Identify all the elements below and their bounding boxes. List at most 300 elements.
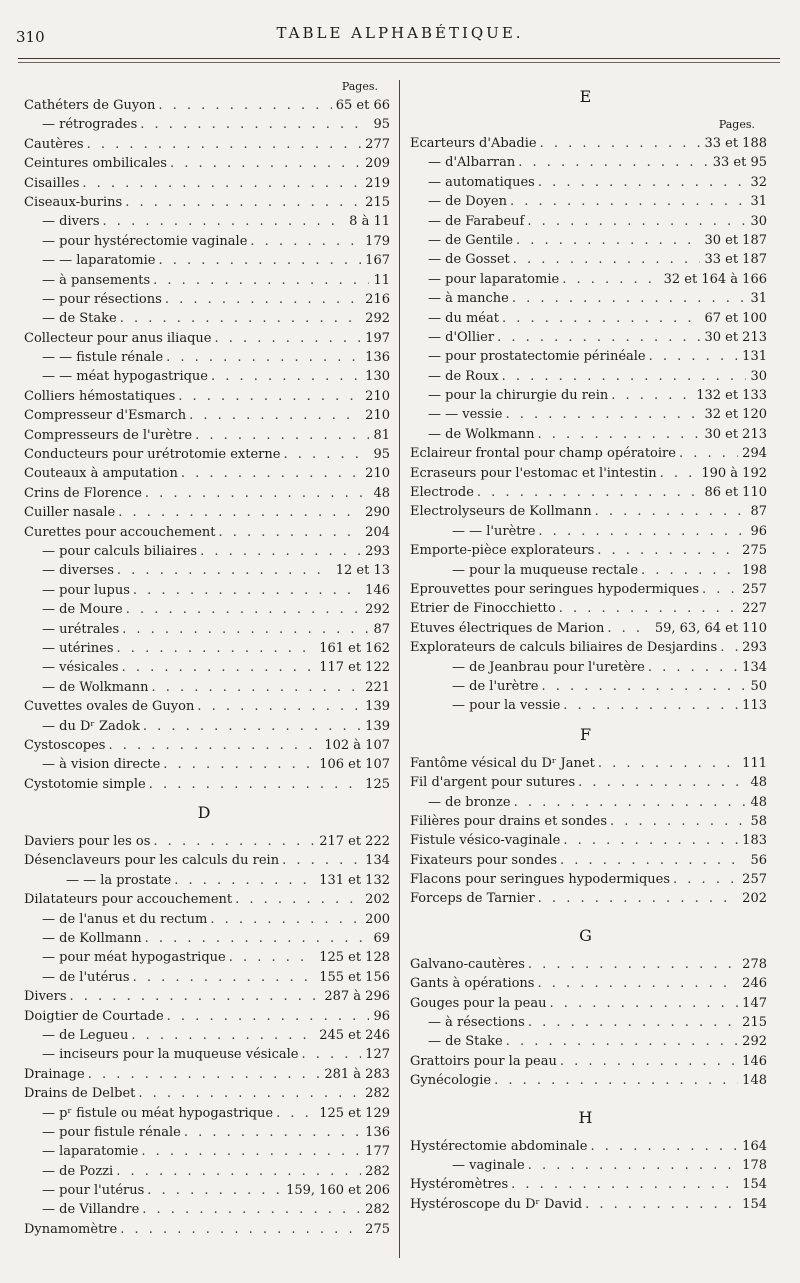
index-entry — [404, 347, 767, 366]
entry-pages: 197 — [365, 330, 390, 346]
entry-text: — pour la muqueuse rectale — [452, 562, 639, 578]
index-entry — [404, 994, 767, 1013]
index-entry — [18, 174, 390, 193]
entry-pages: 50 — [750, 678, 767, 694]
dot-leader — [607, 812, 746, 831]
entry-pages: 59, 63, 64 et 110 — [654, 620, 767, 636]
entry-pages: 48 — [373, 485, 390, 501]
entry-text: — à pansements — [42, 272, 151, 288]
entry-text: — rétrogrades — [42, 117, 138, 133]
pages-label: Pages. — [718, 118, 755, 131]
entry-pages: 215 — [742, 1015, 767, 1031]
index-entry — [18, 484, 390, 503]
dot-leader — [194, 697, 361, 716]
entry-text: Filières pour drains et sondes — [410, 813, 607, 829]
dot-leader — [534, 425, 700, 444]
entry-pages: 292 — [365, 602, 390, 618]
index-entry — [404, 619, 767, 638]
index-entry — [18, 1084, 390, 1103]
entry-pages: 33 et 188 — [704, 136, 767, 151]
entry-pages: 164 — [742, 1138, 767, 1154]
index-entry — [404, 425, 767, 444]
entry-text: Drainage — [24, 1066, 85, 1082]
entry-pages: 282 — [365, 1163, 390, 1179]
entry-pages: 134 — [365, 853, 390, 869]
dot-leader — [171, 871, 315, 890]
index-entry — [18, 1104, 390, 1123]
entry-text: — — fistule rénale — [42, 350, 164, 366]
dot-leader — [575, 773, 746, 792]
index-entry — [18, 445, 390, 464]
entry-text: Compresseurs de l'urètre — [24, 427, 193, 443]
entry-text: — de Kollmann — [42, 931, 142, 947]
entry-text: Désenclaveurs pour les calculs du rein — [24, 853, 280, 869]
dot-leader — [537, 134, 701, 153]
entry-text: Cystotomie simple — [24, 776, 146, 792]
entry-pages: 204 — [365, 524, 390, 540]
entry-pages: 292 — [742, 1034, 767, 1050]
entry-pages: 290 — [365, 505, 390, 521]
entry-text: — à résections — [428, 1015, 525, 1031]
index-entry — [404, 1195, 767, 1214]
dot-leader — [160, 755, 315, 774]
entry-pages: 125 — [365, 776, 390, 792]
entry-text: Fantôme vésical du Dʳ Janet — [410, 755, 595, 771]
entry-text: Gouges pour la peau — [410, 995, 547, 1011]
entry-pages: 31 — [750, 291, 767, 307]
index-entry — [18, 639, 390, 658]
index-entry — [404, 754, 767, 773]
entry-pages: 277 — [365, 136, 390, 152]
entry-text: Dynamomètre — [24, 1221, 118, 1237]
index-entry — [404, 405, 767, 424]
entry-text: Grattoirs pour la peau — [410, 1053, 557, 1069]
entry-text: Ecraseurs pour l'estomac et l'intestin — [410, 465, 657, 481]
dot-leader — [117, 309, 361, 328]
dot-leader — [175, 387, 361, 406]
entry-text: — de Moure — [42, 602, 123, 618]
index-entry — [404, 522, 767, 541]
entry-pages: 139 — [365, 699, 390, 715]
index-entry — [18, 464, 390, 483]
index-entry — [404, 812, 767, 831]
entry-text: — de l'utérus — [42, 969, 130, 985]
dot-leader — [511, 793, 747, 812]
entry-pages: 96 — [373, 1008, 390, 1024]
entry-text: Cisailles — [24, 175, 80, 191]
entry-text: Explorateurs de calculs biliaires de Desjardins — [410, 640, 718, 656]
index-entry — [404, 153, 767, 172]
index-entry — [404, 1032, 767, 1051]
entry-text: Conducteurs pour urétrotomie externe — [24, 447, 281, 463]
dot-leader — [556, 599, 738, 618]
entry-text: Etrier de Finocchietto — [410, 601, 556, 617]
index-entry — [404, 483, 767, 502]
index-entry — [18, 1045, 390, 1064]
entry-pages: 96 — [750, 523, 767, 539]
entry-pages: 132 et 133 — [696, 388, 767, 404]
index-entry — [18, 1123, 390, 1142]
index-entry — [18, 1007, 390, 1026]
entry-text: Curettes pour accouchement — [24, 524, 216, 540]
entry-text: Compresseur d'Esmarch — [24, 408, 187, 424]
entry-pages: 32 et 120 — [704, 407, 767, 423]
index-entry — [404, 599, 767, 618]
dot-leader — [178, 464, 361, 483]
dot-leader — [207, 910, 361, 929]
entry-pages: 32 — [750, 174, 767, 190]
entry-text: — de l'anus et du rectum — [42, 911, 208, 927]
entry-pages: 275 — [365, 1221, 390, 1237]
index-entry — [18, 154, 390, 173]
entry-pages: 8 à 11 — [349, 214, 390, 230]
dot-leader — [85, 1065, 321, 1084]
left-column — [18, 78, 390, 1239]
dot-leader — [155, 96, 331, 115]
entry-text: Fil d'argent pour sutures — [410, 775, 576, 791]
entry-pages: 216 — [365, 291, 390, 307]
entry-pages: 134 — [742, 659, 767, 675]
entry-text: — du Dʳ Zadok — [42, 718, 140, 734]
entry-pages: 65 et 66 — [335, 98, 390, 113]
entry-pages: 278 — [742, 956, 767, 972]
entry-text: — de Doyen — [428, 194, 507, 210]
entry-pages: 130 — [365, 369, 390, 385]
dot-leader — [279, 851, 361, 870]
dot-leader — [524, 212, 746, 231]
dot-leader — [499, 367, 747, 386]
entry-text: Cystoscopes — [24, 737, 106, 753]
entry-text: — pour prostatectomie périnéale — [428, 349, 646, 365]
entry-pages: 287 à 296 — [324, 989, 390, 1005]
entry-pages: 117 et 122 — [319, 660, 390, 676]
index-entry — [18, 193, 390, 212]
entry-text: — pour méat hypogastrique — [42, 950, 226, 966]
entry-text: Hystéroscope du Dʳ David — [410, 1196, 583, 1212]
dot-leader — [594, 541, 738, 560]
entry-text: Ciseaux-burins — [24, 194, 123, 210]
dot-leader — [646, 347, 739, 366]
index-entry — [404, 793, 767, 812]
entry-pages: 293 — [365, 543, 390, 559]
dot-leader — [588, 1137, 739, 1156]
dot-leader — [717, 638, 738, 657]
entry-pages: 95 — [373, 447, 390, 463]
index-entry — [404, 173, 767, 192]
entry-pages: 48 — [750, 775, 767, 791]
entry-pages: 148 — [742, 1073, 767, 1089]
section-letter: H — [578, 1107, 593, 1127]
index-entry — [18, 329, 390, 348]
index-entry — [404, 831, 767, 850]
dot-leader — [247, 232, 361, 251]
index-entry — [404, 638, 767, 657]
entry-text: — laparatomie — [42, 1144, 139, 1160]
dot-leader — [139, 1200, 361, 1219]
entry-pages: 12 et 13 — [335, 563, 390, 579]
index-entry — [18, 658, 390, 677]
entry-pages: 167 — [365, 253, 390, 269]
dot-leader — [491, 1071, 738, 1090]
entry-text: — inciseurs pour la muqueuse vésicale — [42, 1047, 299, 1063]
dot-leader — [510, 250, 701, 269]
dot-leader — [100, 212, 346, 231]
entry-text: Emporte-pièce explorateurs — [410, 543, 595, 559]
dot-leader — [144, 1181, 282, 1200]
entry-text: Dilatateurs pour accouchement — [24, 892, 233, 908]
entry-text: — de Gosset — [428, 252, 510, 268]
right-column — [404, 78, 767, 1214]
entry-pages: 58 — [750, 813, 767, 829]
dot-leader — [494, 328, 700, 347]
entry-text: — de Stake — [428, 1034, 503, 1050]
entry-pages: 282 — [365, 1202, 390, 1218]
dot-leader — [535, 889, 739, 908]
dot-leader — [474, 483, 701, 502]
dot-leader — [595, 754, 738, 773]
dot-leader — [186, 406, 361, 425]
entry-text: Crins de Florence — [24, 485, 142, 501]
dot-leader — [115, 503, 361, 522]
index-entry — [404, 955, 767, 974]
entry-text: — pour calculs biliaires — [42, 543, 198, 559]
entry-pages: 178 — [742, 1157, 767, 1173]
entry-text: Fistule vésico-vaginale — [410, 833, 561, 849]
dot-leader — [503, 1032, 738, 1051]
entry-pages: 155 et 156 — [319, 969, 390, 985]
index-entry — [18, 620, 390, 639]
dot-leader — [137, 115, 369, 134]
dot-leader — [557, 851, 746, 870]
section-letter: F — [579, 724, 592, 744]
index-entry — [404, 677, 767, 696]
entry-pages: 292 — [365, 311, 390, 327]
dot-leader — [142, 484, 370, 503]
entry-text: — de Jeanbrau pour l'uretère — [452, 659, 645, 675]
index-entry — [404, 270, 767, 289]
entry-pages: 159, 160 et 206 — [286, 1183, 390, 1199]
entry-pages: 56 — [750, 852, 767, 868]
column-divider — [399, 80, 400, 1258]
index-entry — [404, 386, 767, 405]
dot-leader — [525, 1156, 738, 1175]
spacer — [404, 1091, 767, 1099]
entry-text: — divers — [42, 214, 100, 230]
dot-leader — [557, 1052, 738, 1071]
dot-leader — [508, 1175, 738, 1194]
index-entry — [18, 232, 390, 251]
dot-leader — [150, 271, 369, 290]
entry-pages: 215 — [365, 194, 390, 210]
index-entry — [18, 1200, 390, 1219]
entry-pages: 257 — [742, 872, 767, 888]
index-entry — [404, 561, 767, 580]
entry-text: Eclaireur frontal pour champ opératoire — [410, 446, 676, 462]
pages-label: Pages. — [341, 80, 378, 93]
entry-pages: 293 — [742, 640, 767, 656]
dot-leader — [499, 309, 700, 328]
index-entry — [18, 929, 390, 948]
entry-text: Cuiller nasale — [24, 505, 116, 521]
index-entry — [404, 309, 767, 328]
entry-pages: 294 — [742, 446, 767, 462]
dot-leader — [208, 367, 361, 386]
index-entry — [18, 1162, 390, 1181]
entry-pages: 136 — [365, 350, 390, 366]
index-entry — [404, 851, 767, 870]
entry-text: Fixateurs pour sondes — [410, 852, 557, 868]
entry-pages: 210 — [365, 388, 390, 404]
entry-text: Etuves électriques de Marion — [410, 620, 605, 636]
dot-leader — [117, 1220, 361, 1239]
dot-leader — [645, 658, 738, 677]
entry-pages: 200 — [365, 911, 390, 927]
entry-text: — — la prostate — [66, 872, 172, 888]
dot-leader — [155, 251, 361, 270]
entry-text: Electrolyseurs de Kollmann — [410, 504, 592, 520]
entry-pages: 125 et 128 — [319, 950, 390, 966]
dot-leader — [546, 994, 738, 1013]
dot-leader — [135, 1084, 361, 1103]
entry-pages: 86 et 110 — [704, 485, 767, 501]
section-letter: E — [579, 87, 592, 106]
dot-leader — [123, 600, 361, 619]
entry-text: — pour la vessie — [452, 698, 561, 714]
entry-text: Drains de Delbet — [24, 1086, 136, 1102]
dot-leader — [79, 174, 361, 193]
dot-leader — [525, 1013, 738, 1032]
entry-pages: 125 et 129 — [319, 1105, 390, 1121]
index-entry — [404, 1013, 767, 1032]
entry-pages: 30 — [750, 213, 767, 229]
index-entry — [404, 444, 767, 463]
dot-leader — [515, 153, 709, 172]
entry-pages: 31 — [750, 194, 767, 210]
entry-pages: 210 — [365, 466, 390, 482]
entry-pages: 30 et 213 — [704, 329, 767, 345]
entry-pages: 183 — [742, 833, 767, 849]
entry-text: — de Wolkmann — [42, 679, 149, 695]
dot-leader — [84, 135, 362, 154]
dot-leader — [119, 620, 369, 639]
dot-leader — [122, 193, 361, 212]
dot-leader — [657, 464, 698, 483]
entry-pages: 146 — [742, 1053, 767, 1069]
dot-leader — [699, 580, 738, 599]
index-entry — [18, 1181, 390, 1200]
index-entry — [404, 658, 767, 677]
index-entry — [404, 289, 767, 308]
index-entry — [404, 464, 767, 483]
entry-pages: 111 — [742, 755, 767, 771]
entry-text: — pour laparatomie — [428, 271, 560, 287]
dot-leader — [162, 290, 361, 309]
entry-text: Hystéromètres — [410, 1177, 509, 1193]
dot-leader — [163, 348, 361, 367]
entry-pages: 30 et 187 — [704, 232, 767, 248]
dot-leader — [142, 929, 370, 948]
entry-pages: 87 — [750, 504, 767, 520]
entry-pages: 95 — [373, 117, 390, 133]
entry-text: — vésicales — [42, 660, 119, 676]
index-entry — [404, 696, 767, 715]
index-entry — [18, 1142, 390, 1161]
entry-pages: 210 — [365, 408, 390, 424]
index-entry — [18, 1065, 390, 1084]
entry-text: — pour résections — [42, 291, 162, 307]
entry-text: — de Stake — [42, 311, 117, 327]
dot-leader — [592, 502, 747, 521]
entry-text: Ceintures ombilicales — [24, 156, 167, 172]
dot-leader — [226, 948, 315, 967]
entry-pages: 11 — [373, 272, 390, 288]
dot-leader — [164, 1007, 370, 1026]
entry-pages: 139 — [365, 718, 390, 734]
dot-leader — [114, 639, 316, 658]
index-entry — [18, 271, 390, 290]
entry-text: — — laparatomie — [42, 253, 156, 269]
entry-text: — à vision directe — [42, 757, 161, 773]
section-letter: D — [197, 803, 211, 823]
entry-pages: 190 à 192 — [701, 465, 767, 481]
index-entry — [18, 832, 390, 851]
header-rule-thin — [18, 62, 780, 63]
entry-text: — de Wolkmann — [428, 426, 535, 442]
entry-pages: 161 et 162 — [319, 640, 390, 656]
entry-text: — de Roux — [428, 368, 499, 384]
index-entry — [18, 1220, 390, 1239]
index-entry — [404, 1175, 767, 1194]
entry-pages: 209 — [365, 156, 390, 172]
entry-pages: 136 — [365, 1124, 390, 1140]
dot-leader — [509, 289, 747, 308]
entry-text: Hystérectomie abdominale — [410, 1138, 588, 1154]
dot-leader — [114, 561, 332, 580]
index-entry — [18, 736, 390, 755]
page-number: 310 — [16, 28, 45, 46]
dot-leader — [559, 270, 659, 289]
entry-text: — de Gentile — [428, 232, 513, 248]
entry-pages: 275 — [742, 543, 767, 559]
dot-leader — [525, 955, 738, 974]
dot-leader — [534, 974, 738, 993]
dot-leader — [538, 677, 746, 696]
index-entry — [18, 678, 390, 697]
index-entry — [18, 581, 390, 600]
index-entry — [18, 96, 390, 115]
entry-text: — — méat hypogastrique — [42, 369, 208, 385]
entry-text: — de Legueu — [42, 1027, 129, 1043]
entry-pages: 146 — [365, 582, 390, 598]
entry-text: Electrode — [410, 485, 474, 501]
dot-leader — [140, 717, 361, 736]
index-entry — [18, 871, 390, 890]
entry-pages: 33 et 95 — [712, 155, 767, 171]
entry-text: — pour la chirurgie du rein — [428, 388, 609, 404]
entry-text: Ecarteurs d'Abadie — [410, 136, 537, 151]
dot-leader — [507, 192, 747, 211]
entry-pages: 282 — [365, 1086, 390, 1102]
dot-leader — [192, 426, 369, 445]
running-title: TABLE ALPHABÉTIQUE. — [276, 24, 524, 42]
index-entry — [18, 309, 390, 328]
dot-leader — [503, 405, 701, 424]
entry-pages: 177 — [365, 1144, 390, 1160]
dot-leader — [130, 581, 361, 600]
index-entry — [18, 387, 390, 406]
entry-pages: 202 — [742, 891, 767, 907]
dot-leader — [638, 561, 738, 580]
